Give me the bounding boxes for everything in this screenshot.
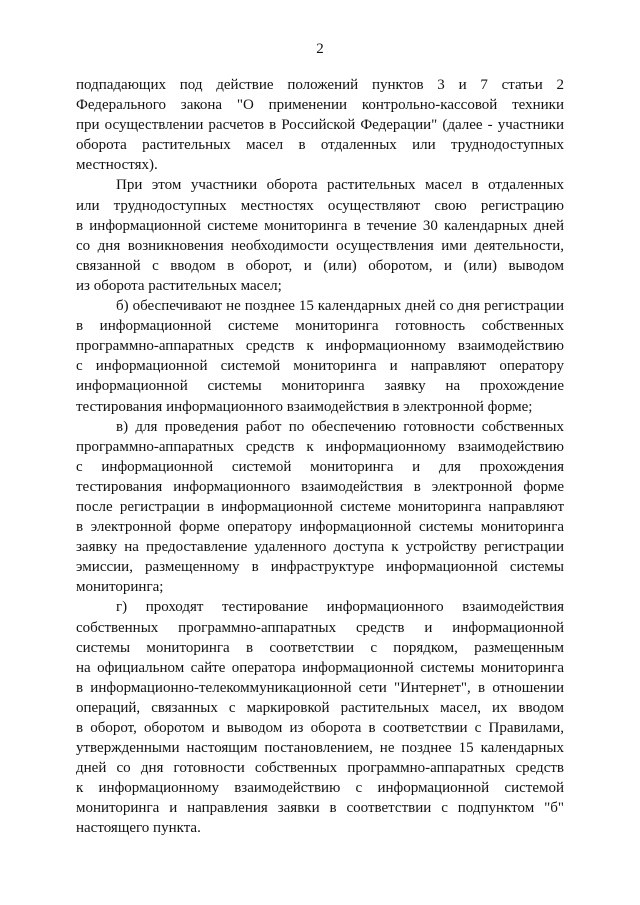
text-line: местностях). bbox=[76, 157, 158, 174]
text-line: программно-аппаратных средств к информационному взаимодействию bbox=[76, 338, 564, 355]
text-line: эмиссии, размещенному в инфраструктуре информационной системы bbox=[76, 559, 564, 576]
text-line: г) проходят тестирование информационного взаимодействия bbox=[116, 599, 564, 616]
text-line: Федерального закона "О применении контрольно-кассовой техники bbox=[76, 97, 564, 114]
text-line: со дня возникновения необходимости осуществления ими деятельности, bbox=[76, 237, 564, 254]
text-line: заявку на предоставление удаленного доступа к устройству регистрации bbox=[76, 539, 564, 556]
text-line: тестирования информационного взаимодействия в электронной форме; bbox=[76, 398, 533, 415]
text-line: связанной с вводом в оборот, и (или) оборотом, и (или) выводом bbox=[76, 257, 564, 274]
text-line: подпадающих под действие положений пунктов 3 и 7 статьи 2 bbox=[76, 77, 564, 93]
text-line: в электронной форме оператору информационной системы мониторинга bbox=[76, 519, 564, 536]
text-line: в оборот, оборотом и выводом из оборота в соответствии с Правилами, bbox=[76, 720, 564, 736]
text-line: мониторинга; bbox=[76, 579, 164, 596]
text-line: в информационно-телекоммуникационной сети "Интернет", в отношении bbox=[76, 679, 564, 696]
text-line: утвержденными настоящим постановлением, не позднее 15 календарных bbox=[76, 740, 564, 757]
text-line: собственных программно-аппаратных средств и информационной bbox=[76, 619, 564, 636]
text-line: б) обеспечивают не позднее 15 календарных дней со дня регистрации bbox=[116, 298, 564, 315]
paragraph bbox=[76, 296, 564, 417]
text-line: или труднодоступных местностях осуществляют свою регистрацию bbox=[76, 197, 564, 214]
text-line: после регистрации в информационной системе мониторинга направляют bbox=[76, 498, 564, 515]
paragraph bbox=[76, 417, 564, 598]
page-number: 2 bbox=[316, 41, 324, 57]
text-line: При этом участники оборота растительных масел в отдаленных bbox=[116, 177, 564, 194]
text-line: операций, связанных с маркировкой растительных масел, их вводом bbox=[76, 699, 564, 716]
text-line: мониторинга и направления заявки в соответствии с подпунктом "б" bbox=[76, 800, 564, 817]
text-line: с информационной системой мониторинга и направляют оператору bbox=[76, 358, 564, 375]
text-line: системы мониторинга в соответствии с порядком, размещенным bbox=[76, 639, 564, 656]
text-line: с информационной системой мониторинга и для прохождения bbox=[76, 458, 564, 475]
text-line: при осуществлении расчетов в Российской Федерации" (далее - участники bbox=[76, 117, 564, 134]
document-body bbox=[76, 75, 564, 839]
text-line: настоящего пункта. bbox=[76, 820, 201, 837]
paragraph bbox=[76, 597, 564, 838]
text-line: программно-аппаратных средств к информационному взаимодействию bbox=[76, 438, 564, 455]
text-line: дней со дня готовности собственных программно-аппаратных средств bbox=[76, 760, 564, 777]
text-line: тестирования информационного взаимодействия в электронной форме bbox=[76, 478, 564, 495]
paragraph bbox=[76, 75, 564, 175]
paragraph bbox=[76, 175, 564, 296]
text-line: в) для проведения работ по обеспечению готовности собственных bbox=[116, 418, 564, 435]
text-line: в информационной системе мониторинга в течение 30 календарных дней bbox=[76, 217, 564, 234]
text-line: на официальном сайте оператора информационной системы мониторинга bbox=[76, 659, 564, 676]
text-line: в информационной системе мониторинга готовность собственных bbox=[76, 318, 564, 335]
text-line: к информационному взаимодействию с информационной системой bbox=[76, 780, 564, 797]
text-line: оборота растительных масел в отдаленных или труднодоступных bbox=[76, 137, 564, 154]
text-line: информационной системы мониторинга заявку на прохождение bbox=[76, 378, 564, 395]
text-line: из оборота растительных масел; bbox=[76, 277, 282, 294]
